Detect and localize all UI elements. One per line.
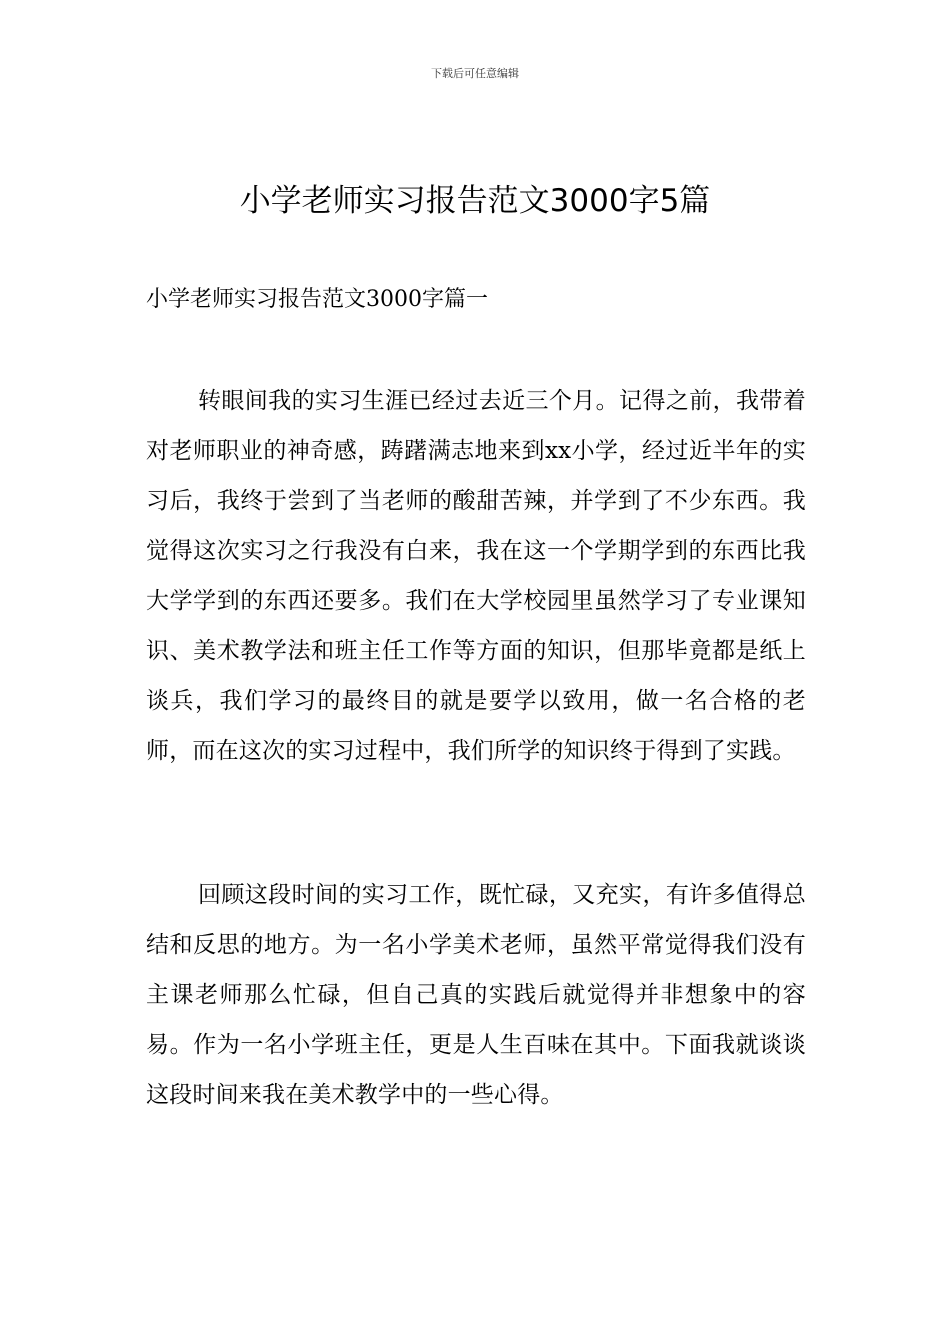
body-paragraph: 回顾这段时间的实习工作，既忙碌，又充实，有许多值得总结和反思的地方。为一名小学美术老师，虽然平常觉得我们没有主课老师那么忙碌，但自己真的实践后就觉得并非想象中的容易。作为一名小学班主任，更是人生百味在其中。下面我就谈谈这段时间来我在美术教学中的一些心得。 (146, 882, 806, 1108)
document-title: 小学老师实习报告范文3000字5篇 (239, 183, 711, 219)
body-paragraph: 转眼间我的实习生涯已经过去近三个月。记得之前，我带着对老师职业的神奇感，踌躇满志地来到xx小学，经过近半年的实习后，我终于尝到了当老师的酸甜苦辣，并学到了不少东西。我觉得这次实习之行我没有白来，我在这一个学期学到的东西比我大学学到的东西还要多。我们在大学校园里虽然学习了专业课知识、美术教学法和班主任工作等方面的知识，但那毕竟都是纸上谈兵，我们学习的最终目的就是要学以致用，做一名合格的老师，而在这次的实习过程中，我们所学的知识终于得到了实践。 (146, 388, 806, 764)
section-heading: 小学老师实习报告范文3000字篇一 (146, 287, 488, 312)
header-note: 下载后可任意编辑 (431, 67, 519, 80)
